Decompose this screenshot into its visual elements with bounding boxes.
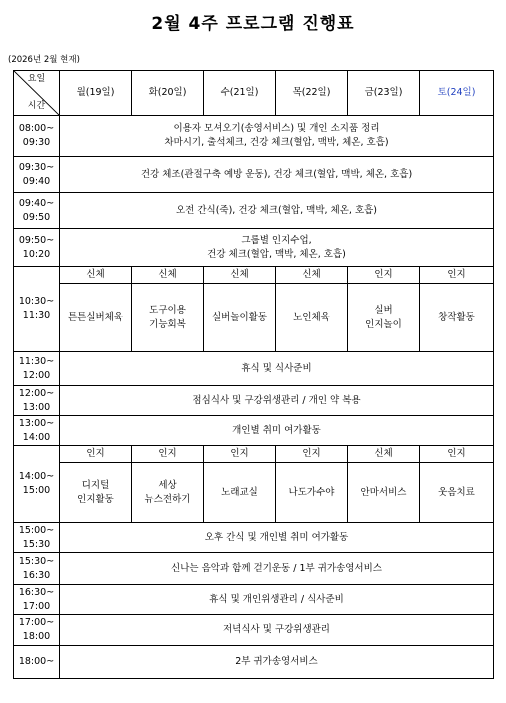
day-header-sat: 토(24일) xyxy=(420,71,494,116)
table-row xyxy=(14,615,494,646)
activity-line: 이용자 모셔오기(송영서비스) 및 개인 소지품 정리 xyxy=(173,123,380,135)
table-row xyxy=(14,446,494,463)
activity-cell: 오후 간식 및 개인별 취미 여가활동 xyxy=(60,523,494,553)
activity-cell: 점심식사 및 구강위생관리 / 개인 약 복용 xyxy=(60,386,494,416)
activity-cell xyxy=(60,229,494,267)
time-cell: 09:30~ 09:40 xyxy=(14,157,60,193)
corner-time-label: 시간 xyxy=(27,100,46,111)
category-cell: 인지 xyxy=(276,446,348,463)
table-row xyxy=(14,193,494,229)
activity-line: 건강 체크(혈압, 맥박, 체온, 호흡) xyxy=(207,248,346,260)
time-cell: 16:30~ 17:00 xyxy=(14,585,60,615)
program-cell: 창작활동 xyxy=(420,284,494,352)
activity-cell: 휴식 및 식사준비 xyxy=(60,352,494,386)
time-cell: 08:00~ 09:30 xyxy=(14,116,60,157)
activity-cell: 개인별 취미 여가활동 xyxy=(60,416,494,446)
program-schedule-table xyxy=(13,70,494,679)
table-row xyxy=(14,416,494,446)
time-cell: 13:00~ 14:00 xyxy=(14,416,60,446)
day-header-fri: 금(23일) xyxy=(348,71,420,116)
category-cell: 인지 xyxy=(348,267,420,284)
activity-cell xyxy=(60,116,494,157)
table-row xyxy=(14,284,494,352)
program-cell: 노인체육 xyxy=(276,284,348,352)
activity-cell: 오전 간식(죽), 건강 체크(혈압, 맥박, 체온, 호흡) xyxy=(60,193,494,229)
category-cell: 신체 xyxy=(348,446,420,463)
activity-cell: 2부 귀가송영서비스 xyxy=(60,646,494,679)
category-cell: 인지 xyxy=(420,267,494,284)
program-cell: 디지털 인지활동 xyxy=(60,463,132,523)
time-cell: 17:00~ 18:00 xyxy=(14,615,60,646)
activity-line: 차마시기, 출석체크, 건강 체크(혈압, 맥박, 체온, 호흡) xyxy=(164,137,389,148)
program-cell: 튼튼실버체육 xyxy=(60,284,132,352)
table-row xyxy=(14,157,494,193)
table-row xyxy=(14,553,494,585)
category-cell: 인지 xyxy=(132,446,204,463)
category-cell: 신체 xyxy=(60,267,132,284)
activity-cell: 휴식 및 개인위생관리 / 식사준비 xyxy=(60,585,494,615)
table-row xyxy=(14,352,494,386)
table-row xyxy=(14,646,494,679)
category-cell: 신체 xyxy=(204,267,276,284)
activity-cell: 건강 체조(관절구축 예방 운동), 건강 체크(혈압, 맥박, 체온, 호흡) xyxy=(60,157,494,193)
time-cell: 09:50~ 10:20 xyxy=(14,229,60,267)
corner-day-label: 요일 xyxy=(27,74,46,84)
table-row xyxy=(14,386,494,416)
time-cell: 15:30~ 16:30 xyxy=(14,553,60,585)
time-cell: 15:00~ 15:30 xyxy=(14,523,60,553)
table-row xyxy=(14,463,494,523)
header-corner-cell xyxy=(14,71,60,116)
table-row xyxy=(14,585,494,615)
program-cell: 실버 인지놀이 xyxy=(348,284,420,352)
program-cell: 노래교실 xyxy=(204,463,276,523)
time-cell: 12:00~ 13:00 xyxy=(14,386,60,416)
day-header-mon: 월(19일) xyxy=(60,71,132,116)
program-cell: 실버놀이활동 xyxy=(204,284,276,352)
category-cell: 인지 xyxy=(60,446,132,463)
category-cell: 신체 xyxy=(276,267,348,284)
activity-cell: 신나는 음악과 함께 걷기운동 / 1부 귀가송영서비스 xyxy=(60,553,494,585)
program-cell: 도구이용 기능회복 xyxy=(132,284,204,352)
table-row xyxy=(14,523,494,553)
category-cell: 인지 xyxy=(420,446,494,463)
page-title: 2월 4주 프로그램 진행표 xyxy=(151,14,355,34)
program-cell: 웃음치료 xyxy=(420,463,494,523)
activity-cell: 저녁식사 및 구강위생관리 xyxy=(60,615,494,646)
day-header-tue: 화(20일) xyxy=(132,71,204,116)
header-row xyxy=(14,71,494,116)
time-cell: 18:00~ xyxy=(14,646,60,679)
day-header-wed: 수(21일) xyxy=(204,71,276,116)
program-cell: 안마서비스 xyxy=(348,463,420,523)
as-of-date: (2026년 2월 현재) xyxy=(8,55,80,65)
table-row xyxy=(14,267,494,284)
time-cell: 11:30~ 12:00 xyxy=(14,352,60,386)
table-row xyxy=(14,116,494,157)
time-cell: 14:00~ 15:00 xyxy=(14,446,60,523)
category-cell: 인지 xyxy=(204,446,276,463)
activity-line: 그룹별 인지수업, xyxy=(241,234,312,246)
category-cell: 신체 xyxy=(132,267,204,284)
program-cell: 세상 뉴스전하기 xyxy=(132,463,204,523)
day-header-thu: 목(22일) xyxy=(276,71,348,116)
table-row xyxy=(14,229,494,267)
time-cell: 10:30~ 11:30 xyxy=(14,267,60,352)
time-cell: 09:40~ 09:50 xyxy=(14,193,60,229)
program-cell: 나도가수야 xyxy=(276,463,348,523)
